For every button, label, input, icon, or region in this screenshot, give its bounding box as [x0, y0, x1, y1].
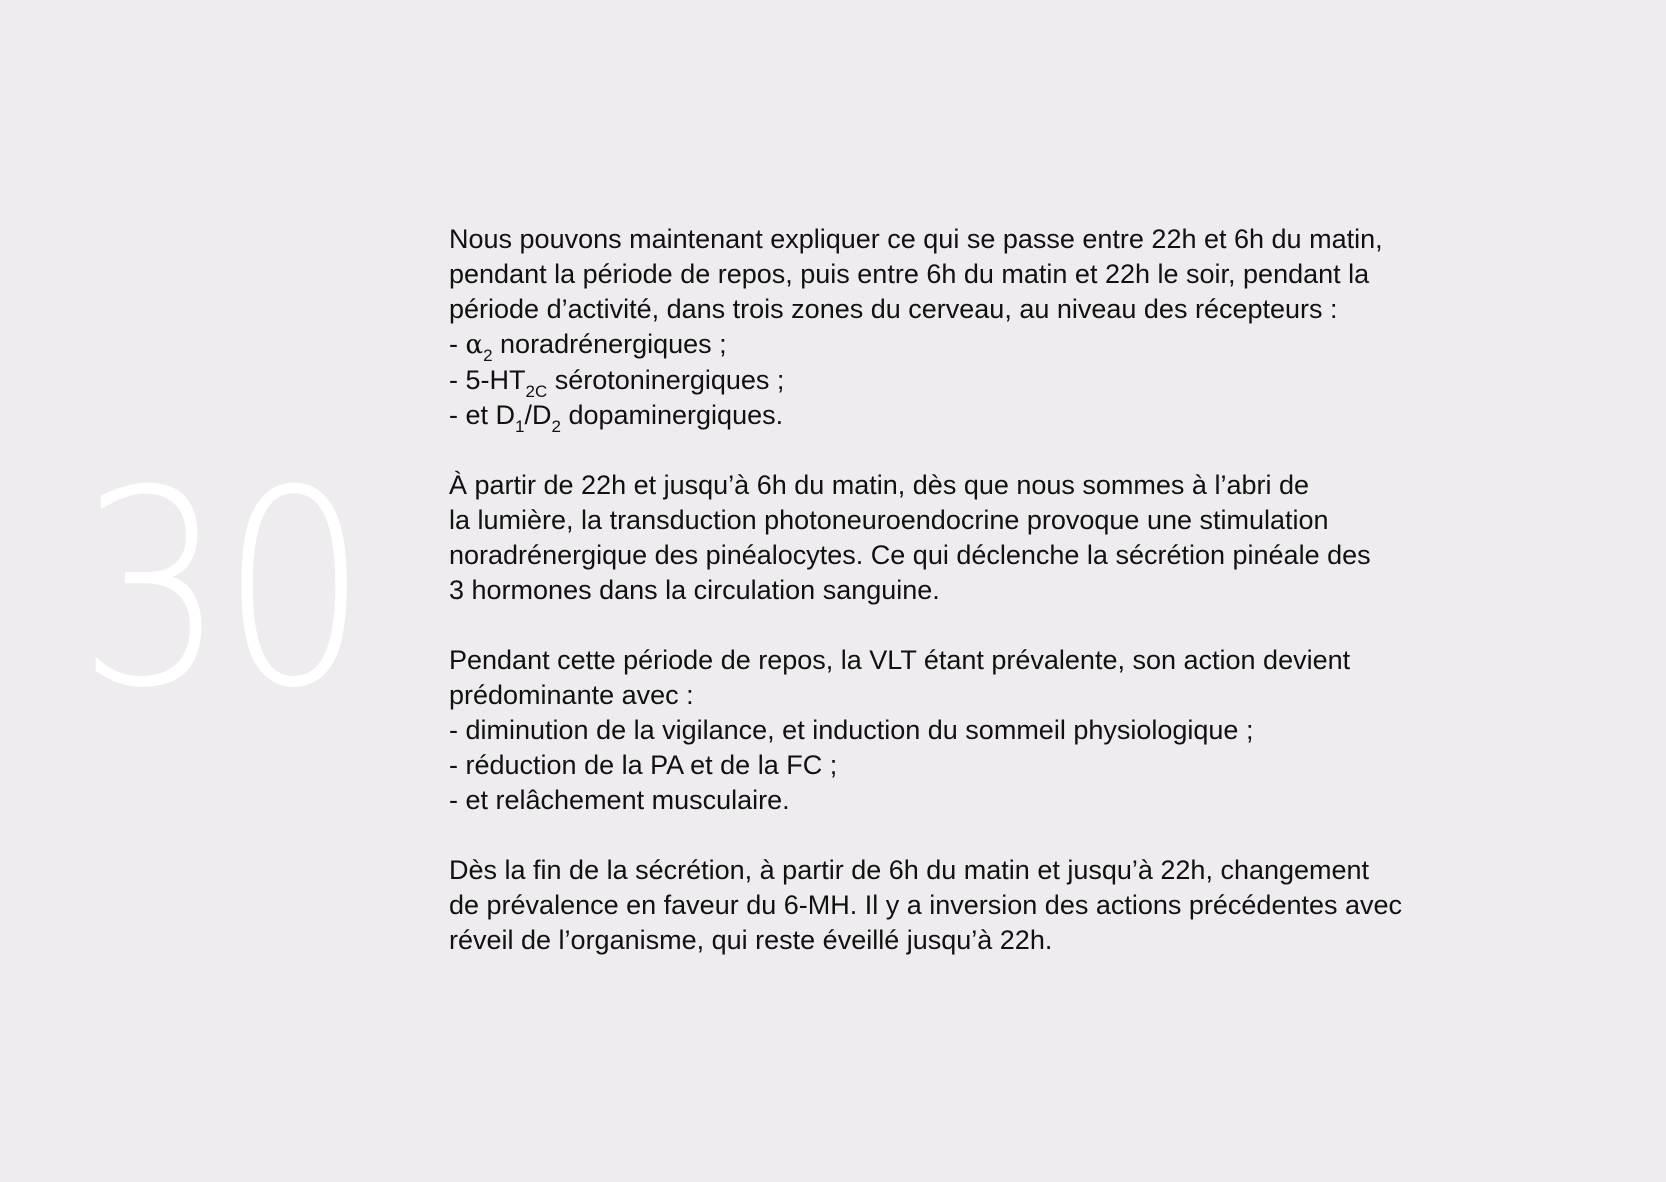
body-text: [449, 222, 1579, 993]
list-item: - réduction de la PA et de la FC ;: [449, 750, 838, 780]
list-item-5ht2c: [449, 363, 1579, 401]
text-line: prédominante avec :: [449, 680, 694, 710]
paragraph-night-secretion: [449, 468, 1579, 608]
text-line: Pendant cette période de repos, la VLT étant prévalente, son action devient: [449, 645, 1351, 675]
text-line: Dès la fin de la sécrétion, à partir de 6h du matin et jusqu’à 22h, changement: [449, 855, 1370, 885]
list-prefix: - et D: [449, 400, 516, 430]
paragraph-rest-period: [449, 643, 1579, 818]
list-prefix: -: [449, 329, 466, 359]
list-text: noradrénergiques ;: [492, 329, 727, 359]
list-item: - et relâchement musculaire.: [449, 785, 790, 815]
list-text: dopaminergiques.: [560, 400, 784, 430]
text-line: période d’activité, dans trois zones du cerveau, au niveau des récepteurs :: [449, 294, 1338, 324]
subscript: 2: [483, 346, 493, 365]
subscript: 1: [515, 417, 525, 436]
list-prefix: - 5-HT: [449, 365, 526, 395]
text-line: À partir de 22h et jusqu’à 6h du matin, dès que nous sommes à l’abri de: [449, 470, 1310, 500]
text-line: la lumière, la transduction photoneuroendocrine provoque une stimulation: [449, 505, 1329, 535]
text-line: Nous pouvons maintenant expliquer ce qui se passe entre 22h et 6h du matin,: [449, 224, 1383, 254]
list-text: sérotoninergiques ;: [547, 365, 785, 395]
text-line: de prévalence en faveur du 6-MH. Il y a inversion des actions précédentes avec: [449, 890, 1403, 920]
list-mid: /D: [524, 400, 552, 430]
list-item-alpha2: [449, 327, 1579, 363]
list-item: - diminution de la vigilance, et induction du sommeil physiologique ;: [449, 715, 1254, 745]
text-line: noradrénergique des pinéalocytes. Ce qui déclenche la sécrétion pinéale des: [449, 540, 1371, 570]
text-line: pendant la période de repos, puis entre 6h du matin et 22h le soir, pendant la: [449, 259, 1370, 289]
subscript: 2: [551, 417, 561, 436]
text-line: 3 hormones dans la circulation sanguine.: [449, 575, 940, 605]
paragraph-activity-period: [449, 853, 1579, 958]
paragraph-receptors: [449, 222, 1579, 436]
list-item-d1-d2: [449, 398, 1579, 436]
page-number: 30: [78, 432, 364, 747]
alpha-symbol: α: [465, 330, 484, 360]
subscript: 2C: [525, 382, 548, 401]
text-line: réveil de l’organisme, qui reste éveillé jusqu’à 22h.: [449, 925, 1053, 955]
